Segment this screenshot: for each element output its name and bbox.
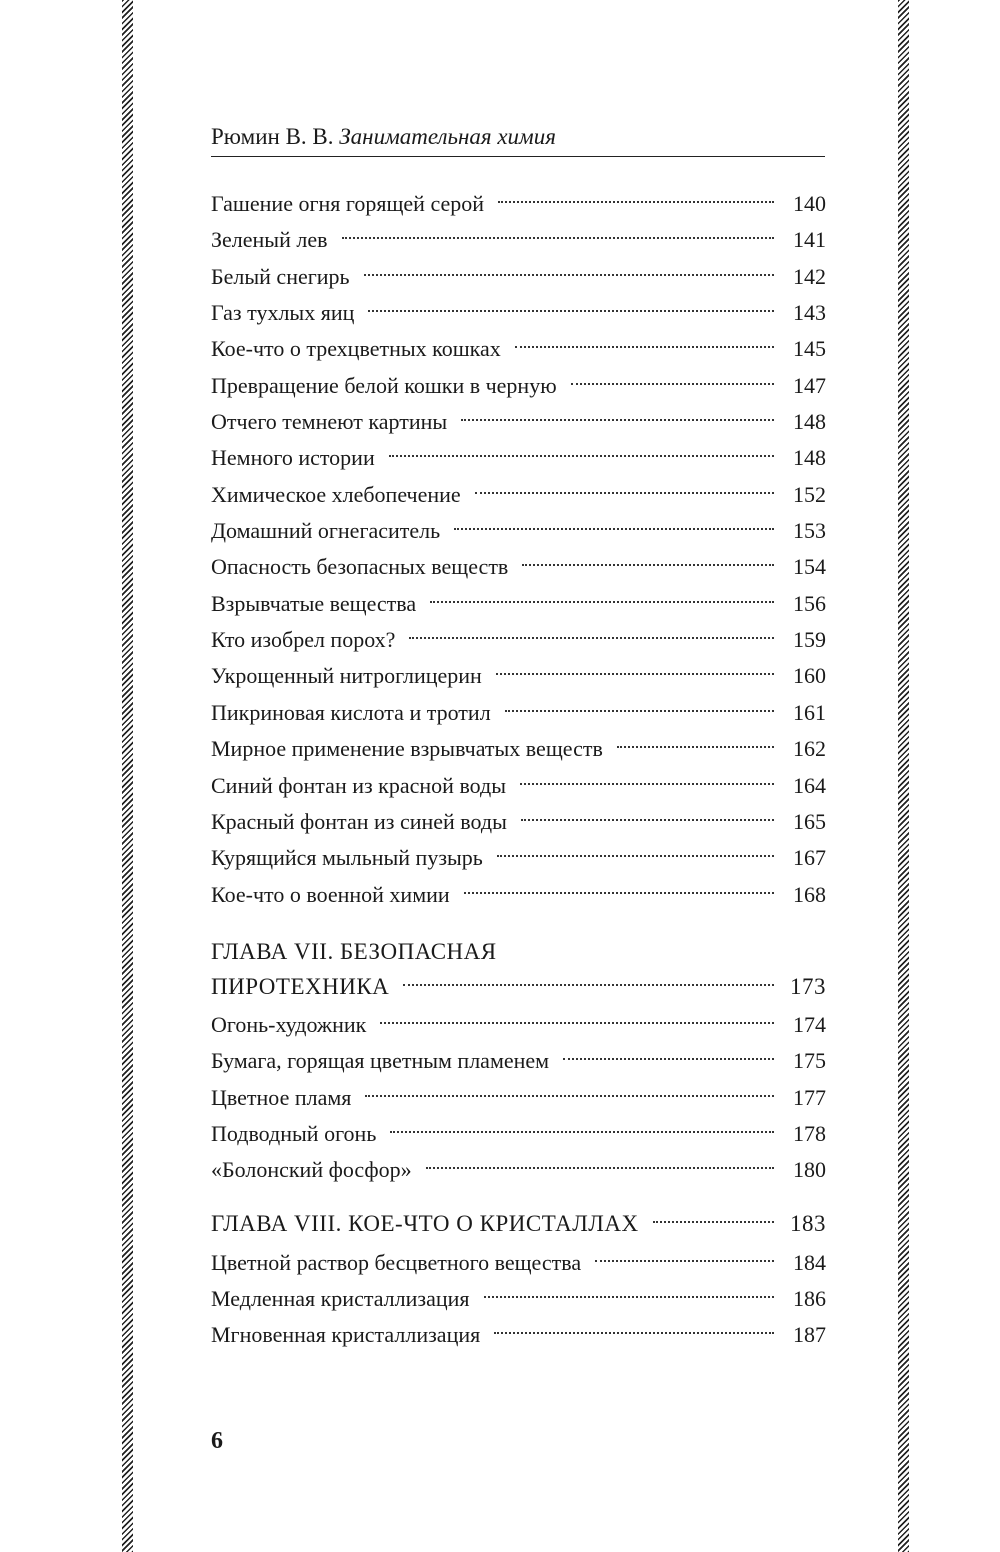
toc-entry[interactable] xyxy=(211,658,826,694)
toc-entry-title: Химическое хлебопечение xyxy=(211,481,461,507)
toc-entry-page: 161 xyxy=(793,699,826,725)
toc-entry[interactable] xyxy=(211,368,826,404)
toc-entry-title: Немного истории xyxy=(211,445,375,471)
toc-entry-title: Бумага, горящая цветным пламенем xyxy=(211,1048,550,1074)
dot-leader xyxy=(497,855,774,857)
dot-leader xyxy=(496,673,774,675)
toc-entry[interactable] xyxy=(211,1245,826,1281)
toc-entry-title: Красный фонтан из синей воды xyxy=(211,808,507,834)
toc-entry-page: 167 xyxy=(793,845,826,871)
left-decorative-border xyxy=(122,0,133,1552)
toc-entry[interactable] xyxy=(211,1043,826,1079)
toc-entry-title: Подводный огонь xyxy=(211,1120,377,1146)
toc-entry-page: 168 xyxy=(793,881,826,907)
chapter-heading-8[interactable] xyxy=(211,1206,826,1245)
dot-leader xyxy=(653,1221,774,1223)
header-book-title: Занимательная химия xyxy=(339,124,556,149)
toc-entry[interactable] xyxy=(211,1116,826,1152)
dot-leader xyxy=(454,528,774,530)
dot-leader xyxy=(475,492,774,494)
toc-entry-title: Газ тухлых яиц xyxy=(211,300,355,326)
toc-entry-page: 147 xyxy=(793,372,826,398)
toc-entry[interactable] xyxy=(211,586,826,622)
dot-leader xyxy=(364,274,774,276)
toc-entry[interactable] xyxy=(211,259,826,295)
toc-entry-page: 156 xyxy=(793,590,826,616)
toc-entry-title: Мирное применение взрывчатых веществ xyxy=(211,736,603,762)
dot-leader xyxy=(430,601,774,603)
toc-entry[interactable] xyxy=(211,622,826,658)
dot-leader xyxy=(368,310,774,312)
toc-entry[interactable] xyxy=(211,477,826,513)
toc-entry-page: 175 xyxy=(793,1048,826,1074)
dot-leader xyxy=(520,783,774,785)
toc-entry-page: 174 xyxy=(793,1011,826,1037)
chapter-page: 173 xyxy=(790,973,826,999)
toc-entry[interactable] xyxy=(211,877,826,913)
toc-entry[interactable] xyxy=(211,295,826,331)
toc-entry-page: 142 xyxy=(793,263,826,289)
header-author: Рюмин В. В. xyxy=(211,124,334,149)
toc-entry-title: Огонь-художник xyxy=(211,1011,367,1037)
toc-entry-title: Укрощенный нитроглицерин xyxy=(211,663,482,689)
toc-entry-page: 148 xyxy=(793,445,826,471)
toc-entry[interactable] xyxy=(211,768,826,804)
dot-leader xyxy=(389,455,774,457)
toc-entry-page: 143 xyxy=(793,300,826,326)
toc-entry[interactable] xyxy=(211,513,826,549)
right-decorative-border xyxy=(898,0,909,1552)
toc-entry-page: 184 xyxy=(793,1249,826,1275)
page-number: 6 xyxy=(211,1428,223,1454)
toc-section-b xyxy=(211,1007,826,1189)
dot-leader xyxy=(522,564,774,566)
toc-entry[interactable] xyxy=(211,840,826,876)
toc-entry[interactable] xyxy=(211,1080,826,1116)
dot-leader xyxy=(505,710,774,712)
toc-entry-title: Взрывчатые вещества xyxy=(211,590,417,616)
chapter-title-line1: ГЛАВА VII. БЕЗОПАСНАЯ xyxy=(211,938,497,964)
toc-entry[interactable] xyxy=(211,1281,826,1317)
dot-leader xyxy=(498,201,774,203)
toc-entry-page: 180 xyxy=(793,1157,826,1183)
toc-entry[interactable] xyxy=(211,549,826,585)
toc-entry-title: Синий фонтан из красной воды xyxy=(211,772,507,798)
toc-entry-title: Кое-что о военной химии xyxy=(211,881,450,907)
toc-entry-page: 177 xyxy=(793,1084,826,1110)
toc-entry[interactable] xyxy=(211,1007,826,1043)
toc-entry-page: 178 xyxy=(793,1120,826,1146)
toc-entry-page: 165 xyxy=(793,808,826,834)
toc-entry-page: 145 xyxy=(793,336,826,362)
dot-leader xyxy=(464,892,774,894)
toc-entry-page: 152 xyxy=(793,481,826,507)
toc-entry-page: 140 xyxy=(793,191,826,216)
toc-section-a xyxy=(211,186,826,913)
dot-leader xyxy=(521,819,774,821)
running-header xyxy=(211,118,825,157)
toc-entry-page: 164 xyxy=(793,772,826,798)
toc-entry-title: Цветное пламя xyxy=(211,1084,352,1110)
dot-leader xyxy=(494,1332,774,1334)
toc-entry-title: Цветной раствор бесцветного вещества xyxy=(211,1249,582,1275)
toc-entry-title: Отчего темнеют картины xyxy=(211,409,448,435)
toc-entry[interactable] xyxy=(211,331,826,367)
toc-entry[interactable] xyxy=(211,1152,826,1188)
toc-entry-page: 162 xyxy=(793,736,826,762)
toc-entry-title: Медленная кристаллизация xyxy=(211,1285,470,1311)
dot-leader xyxy=(571,383,774,385)
chapter-title-line2-row xyxy=(211,969,826,1007)
dot-leader xyxy=(461,419,774,421)
toc-entry[interactable] xyxy=(211,404,826,440)
toc-entry-page: 186 xyxy=(793,1285,826,1311)
toc-entry[interactable] xyxy=(211,222,826,258)
dot-leader xyxy=(484,1296,774,1298)
dot-leader xyxy=(426,1167,774,1169)
chapter-title: ГЛАВА VIII. КОЕ-ЧТО О КРИСТАЛЛАХ xyxy=(211,1210,639,1236)
toc-entry[interactable] xyxy=(211,695,826,731)
toc-entry-title: Опасность безопасных веществ xyxy=(211,554,509,580)
table-of-contents xyxy=(211,186,826,1354)
dot-leader xyxy=(380,1022,774,1024)
toc-entry-title: Мгновенная кристаллизация xyxy=(211,1322,481,1348)
toc-entry-page: 153 xyxy=(793,518,826,544)
toc-entry-title: «Болонский фосфор» xyxy=(211,1157,412,1183)
toc-entry[interactable] xyxy=(211,804,826,840)
chapter-title-line2: ПИРОТЕХНИКА xyxy=(211,973,390,999)
toc-entry-title: Курящийся мыльный пузырь xyxy=(211,845,483,871)
toc-entry-title: Кто изобрел порох? xyxy=(211,627,396,653)
toc-entry-page: 148 xyxy=(793,409,826,435)
toc-entry-title: Зеленый лев xyxy=(211,227,328,253)
toc-section-c xyxy=(211,1245,826,1354)
chapter-heading-7[interactable] xyxy=(211,935,826,1007)
toc-entry[interactable] xyxy=(211,731,826,767)
dot-leader xyxy=(617,746,774,748)
toc-entry[interactable] xyxy=(211,440,826,476)
toc-entry-title: Домашний огнегаситель xyxy=(211,518,441,544)
chapter-page: 183 xyxy=(790,1210,826,1236)
toc-entry-title: Пикриновая кислота и тротил xyxy=(211,699,491,725)
toc-entry-title: Белый снегирь xyxy=(211,263,350,289)
toc-entry-title: Гашение огня горящей серой xyxy=(211,191,485,216)
dot-leader xyxy=(342,237,775,239)
toc-entry[interactable] xyxy=(211,186,826,222)
toc-entry[interactable] xyxy=(211,1317,826,1353)
toc-entry-page: 159 xyxy=(793,627,826,653)
toc-entry-title: Превращение белой кошки в черную xyxy=(211,372,557,398)
dot-leader xyxy=(409,637,774,639)
toc-entry-page: 187 xyxy=(793,1322,826,1348)
dot-leader xyxy=(365,1095,774,1097)
dot-leader xyxy=(595,1260,774,1262)
toc-entry-page: 154 xyxy=(793,554,826,580)
dot-leader xyxy=(515,346,774,348)
dot-leader xyxy=(563,1058,774,1060)
toc-entry-title: Кое-что о трехцветных кошках xyxy=(211,336,501,362)
dot-leader xyxy=(403,984,774,986)
dot-leader xyxy=(390,1131,774,1133)
toc-entry-page: 141 xyxy=(793,227,826,253)
toc-entry-page: 160 xyxy=(793,663,826,689)
